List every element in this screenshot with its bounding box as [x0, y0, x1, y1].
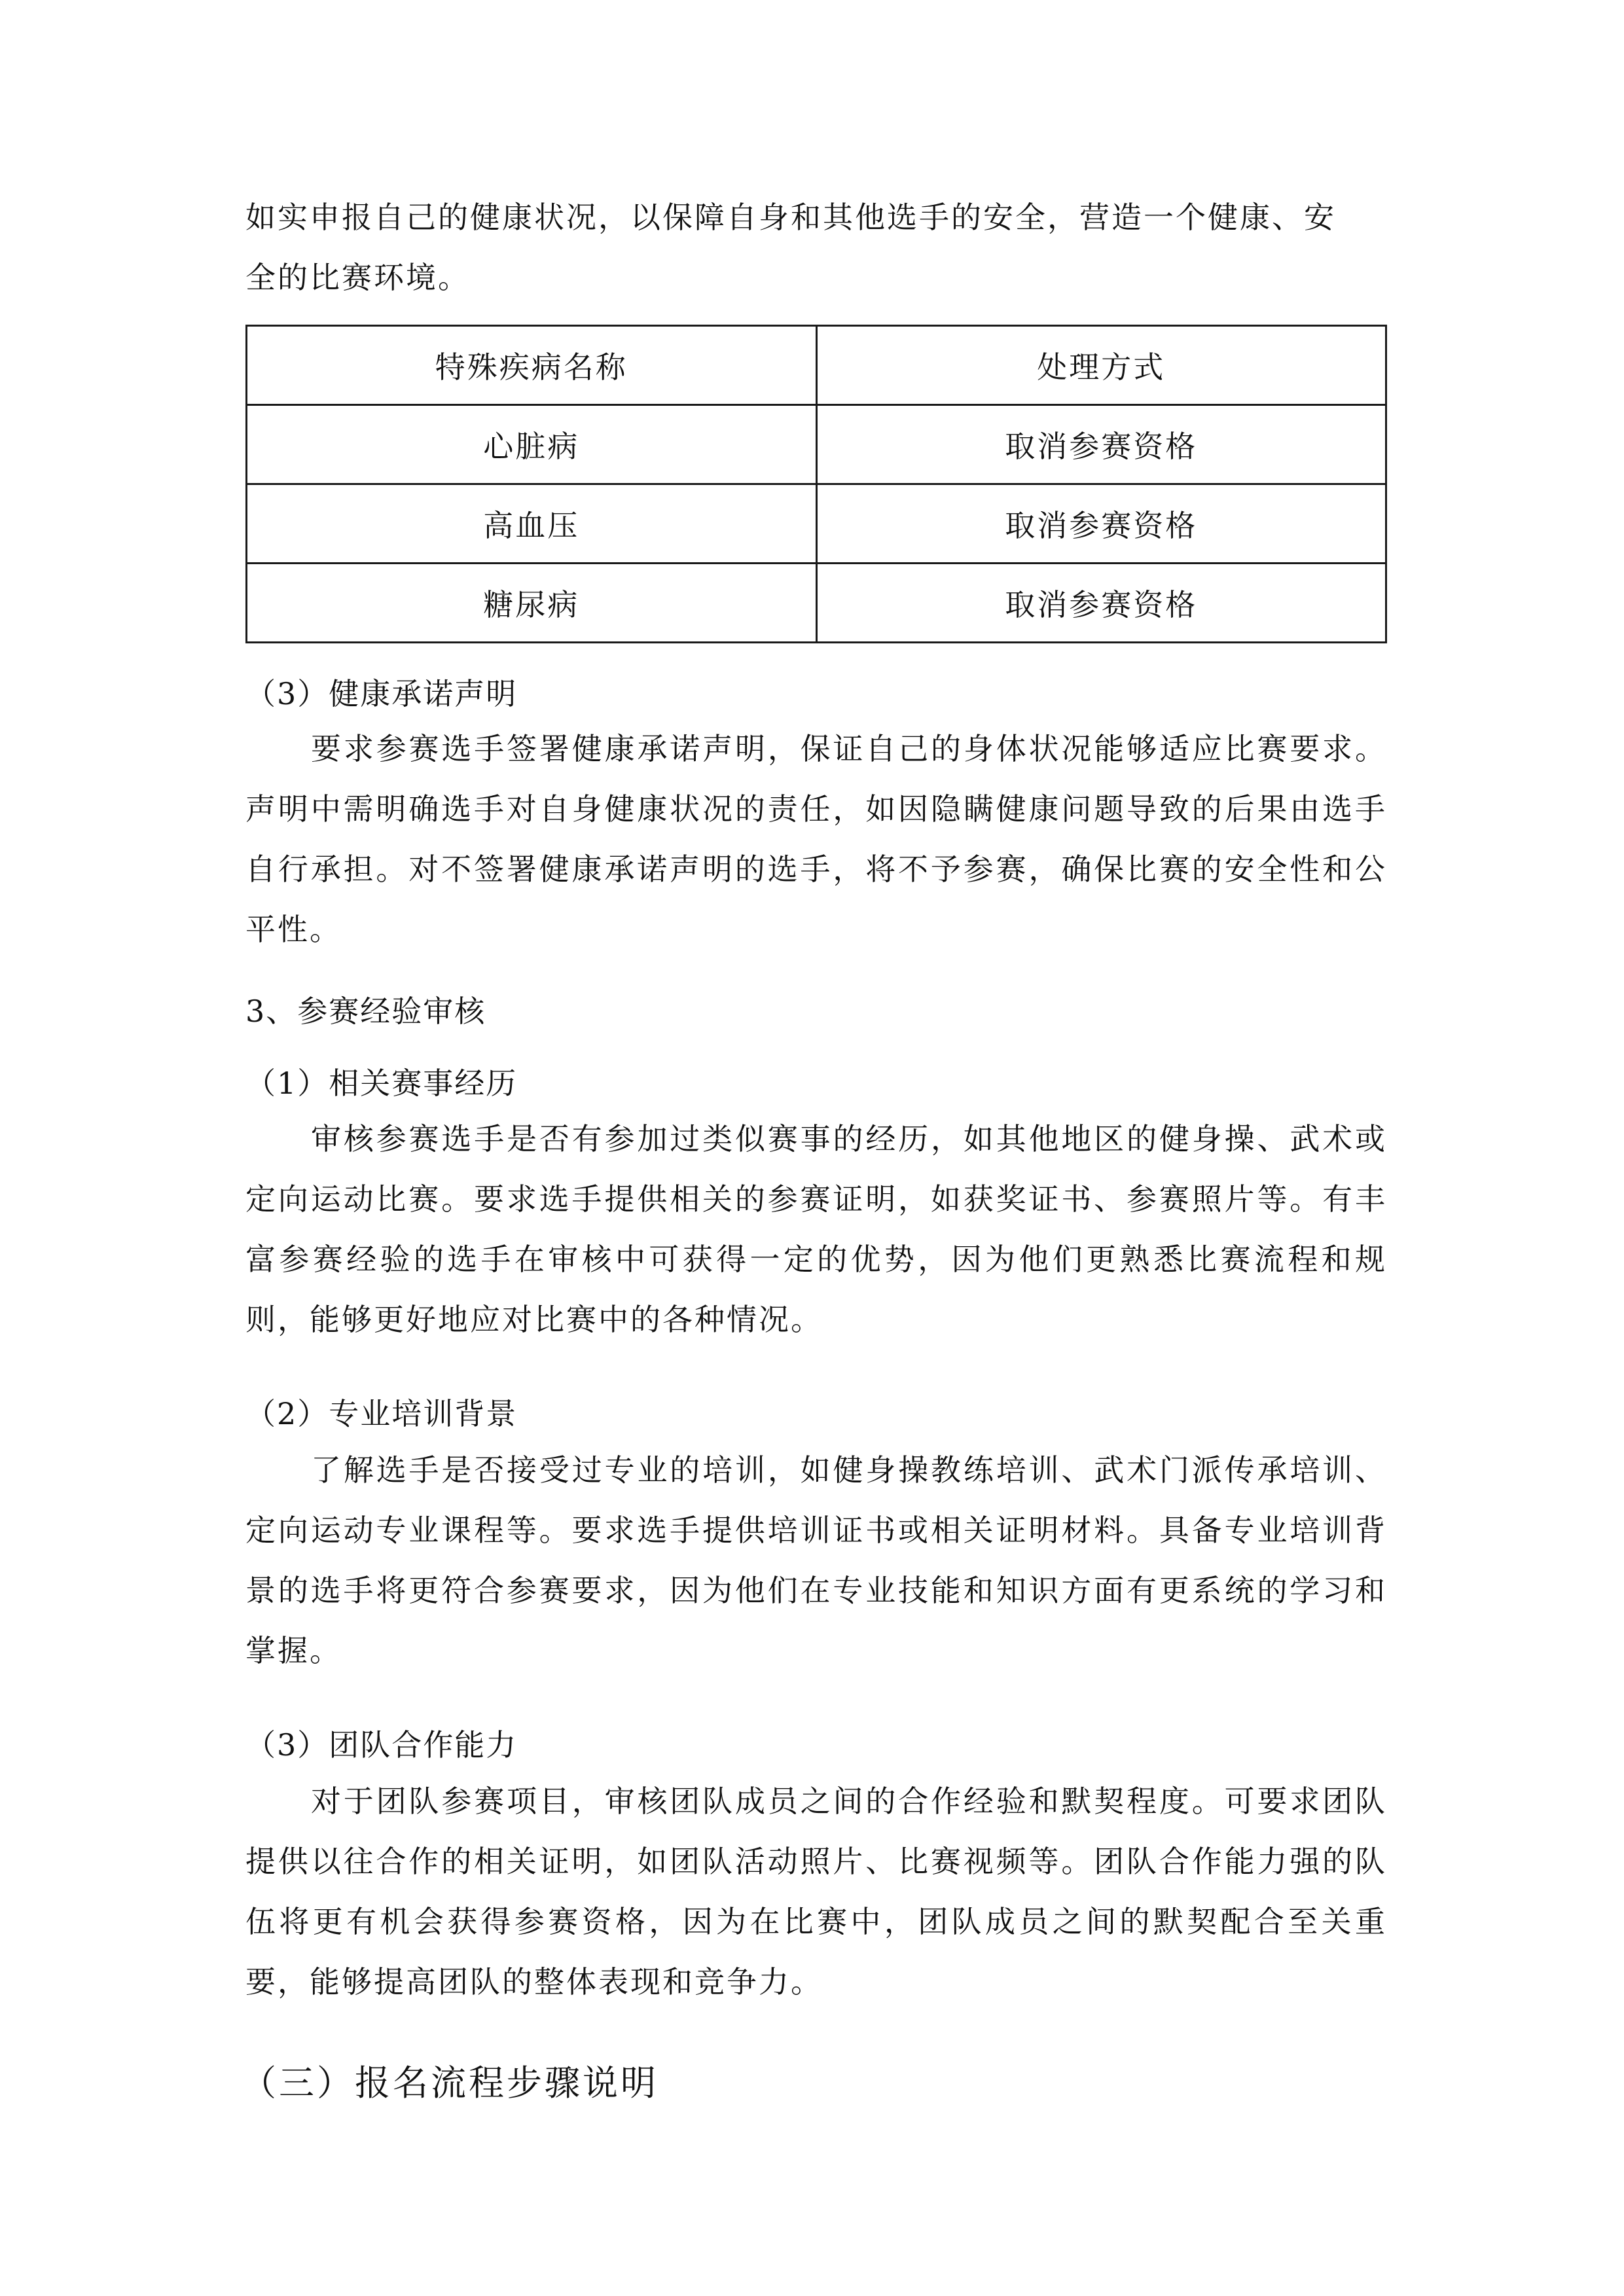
- training-paragraph: 了解选手是否接受过专业的培训，如健身操教练培训、武术门派传承培训、定向运动专业课程等。要求选手提供培训证书或相关证明材料。具备专业培训背景的选手将更符合参赛要求，因为他们在专业技能和知识方面有更系统的学习和掌握。: [245, 1452, 1387, 1668]
- handling-cell: 取消参赛资格: [816, 484, 1386, 564]
- section-heading-training: （2）专业培训背景: [245, 1396, 518, 1431]
- section-heading-teamwork: （3）团队合作能力: [245, 1727, 518, 1763]
- intro-line-2: 全的比赛环境。: [245, 260, 470, 295]
- disease-name-cell: 高血压: [247, 484, 817, 564]
- table-header-handling: 处理方式: [816, 326, 1386, 405]
- registration-process-heading: （三）报名流程步骤说明: [241, 2062, 659, 2104]
- table-row: [247, 405, 1386, 484]
- experience-review-heading: 3、参赛经验审核: [245, 994, 486, 1029]
- table-row: [247, 564, 1386, 643]
- health-pledge-paragraph: 要求参赛选手签署健康承诺声明，保证自己的身体状况能够适应比赛要求。声明中需明确选手对自身健康状况的责任，如因隐瞒健康问题导致的后果由选手自行承担。对不签署健康承诺声明的选手，将不予参赛，确保比赛的安全性和公平性。: [245, 731, 1387, 947]
- event-history-paragraph: 审核参赛选手是否有参加过类似赛事的经历，如其他地区的健身操、武术或定向运动比赛。要求选手提供相关的参赛证明，如获奖证书、参赛照片等。有丰富参赛经验的选手在审核中可获得一定的优势，因为他们更熟悉比赛流程和规则，能够更好地应对比赛中的各种情况。: [245, 1121, 1387, 1337]
- handling-cell: 取消参赛资格: [816, 405, 1386, 484]
- section-heading-event-history: （1）相关赛事经历: [245, 1066, 518, 1101]
- disease-name-cell: 糖尿病: [247, 564, 817, 643]
- handling-cell: 取消参赛资格: [816, 564, 1386, 643]
- disease-name-cell: 心脏病: [247, 405, 817, 484]
- table-header-row: [247, 326, 1386, 405]
- teamwork-paragraph: 对于团队参赛项目，审核团队成员之间的合作经验和默契程度。可要求团队提供以往合作的相关证明，如团队活动照片、比赛视频等。团队合作能力强的队伍将更有机会获得参赛资格，因为在比赛中，团队成员之间的默契配合至关重要，能够提高团队的整体表现和竞争力。: [245, 1784, 1387, 2000]
- health-pledge-heading: （3）健康承诺声明: [245, 676, 518, 711]
- table-header-disease-name: 特殊疾病名称: [247, 326, 817, 405]
- intro-line-1: 如实申报自己的健康状况，以保障自身和其他选手的安全，营造一个健康、安: [245, 200, 1336, 235]
- disease-table: [245, 325, 1387, 643]
- table-row: [247, 484, 1386, 564]
